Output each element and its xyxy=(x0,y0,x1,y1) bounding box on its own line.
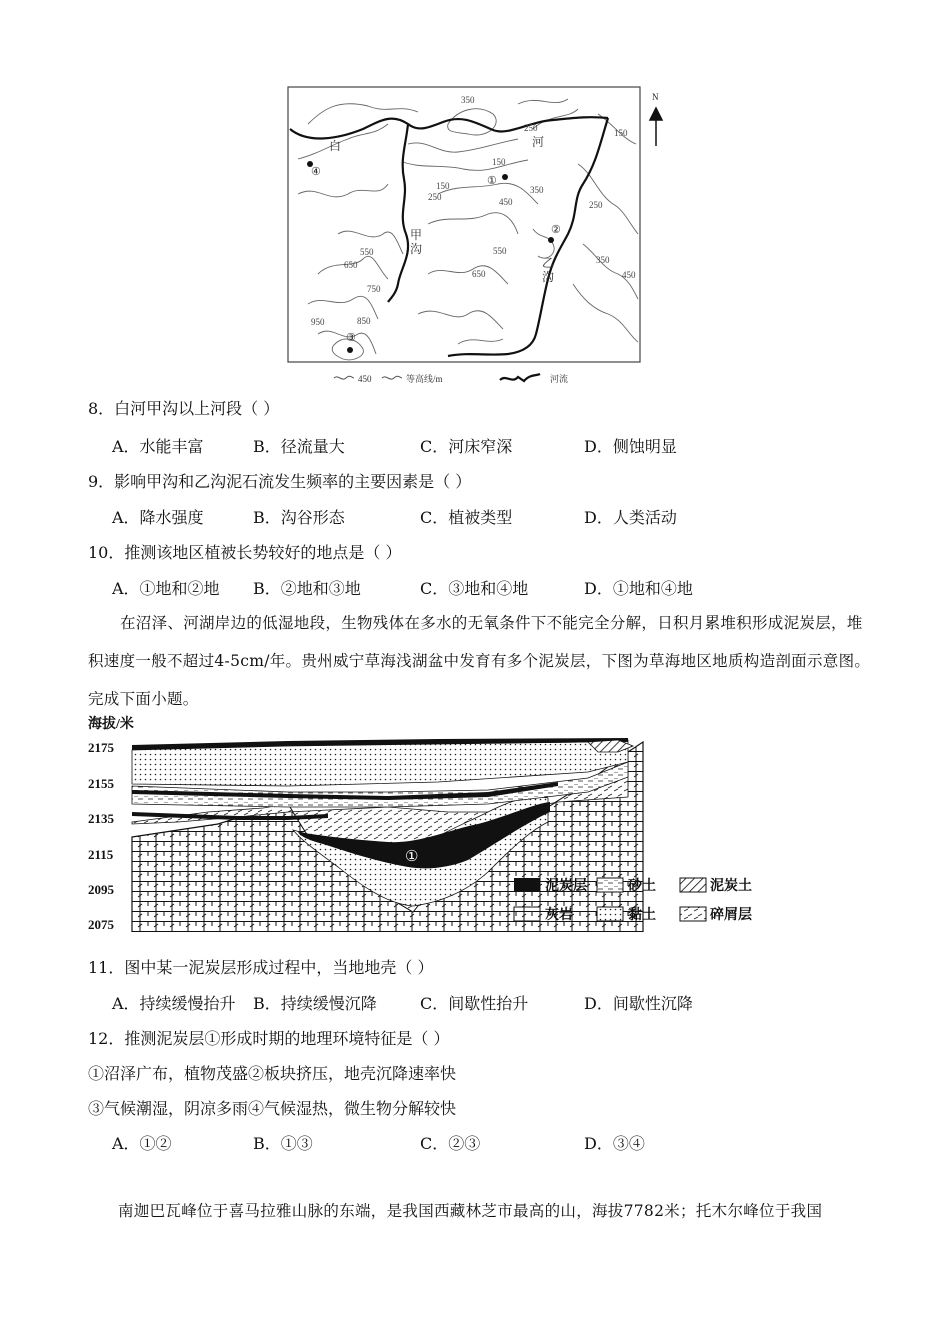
q8-option-a[interactable]: A．水能丰富 xyxy=(112,437,204,456)
geologic-profile xyxy=(88,712,778,932)
y-tick: 2075 xyxy=(88,917,114,932)
legend-sand: 砂土 xyxy=(628,879,656,894)
legend-peat: 泥炭层 xyxy=(545,879,587,894)
q11-option-a[interactable]: A．持续缓慢抬升 xyxy=(112,994,236,1013)
contour-label: 550 xyxy=(360,247,374,257)
point-label: ③ xyxy=(346,332,356,344)
point-label: ④ xyxy=(311,166,321,178)
peat-marker: ① xyxy=(405,849,419,865)
contour-label: 750 xyxy=(367,284,381,294)
q8-option-d[interactable]: D．侧蚀明显 xyxy=(584,437,677,456)
white-river xyxy=(290,117,608,138)
y-tick: 2095 xyxy=(88,882,114,897)
legend-limestone: 灰岩 xyxy=(545,908,573,923)
legend-debris: 碎屑层 xyxy=(710,908,752,923)
svg-text:等高线/m: 等高线/m xyxy=(406,374,443,384)
point-3-marker xyxy=(347,347,353,353)
point-label: ① xyxy=(487,175,497,187)
point-label: ② xyxy=(551,224,561,236)
map-frame xyxy=(288,87,640,362)
contour-label: 250 xyxy=(589,200,603,210)
y-axis-label: 海拔/米 xyxy=(88,717,134,732)
contour-label: 350 xyxy=(596,255,610,265)
point-1-marker xyxy=(502,174,508,180)
q12-statement-2: ③气候潮湿，阴凉多雨④气候湿热，微生物分解较快 xyxy=(88,1099,457,1118)
river-label: 乙 xyxy=(542,256,555,270)
q8-option-c[interactable]: C．河床窄深 xyxy=(420,437,513,456)
contour-label: 950 xyxy=(311,317,325,327)
intro-paragraph: 在沼泽、河湖岸边的低湿地段，生物残体在多水的无氧条件下不能完全分解，日积月累堆积形成泥炭层，堆积速度一般不超过4-5cm/年。贵州威宁草海浅湖盆中发育有多个泥炭层，下图为草海地区地质构造剖面示意图。完成下面小题。 xyxy=(88,614,871,708)
q12-option-c[interactable]: C．②③ xyxy=(420,1134,481,1153)
q10-option-c[interactable]: C．③地和④地 xyxy=(420,579,529,598)
q9-stem: 9．影响甲沟和乙沟泥石流发生频率的主要因素是（ ） xyxy=(88,472,472,491)
topographic-map xyxy=(278,84,682,390)
point-2-marker xyxy=(548,237,554,243)
river-label: 沟 xyxy=(542,270,555,284)
q12-statement-1: ①沼泽广布，植物茂盛②板块挤压，地壳沉降速率快 xyxy=(88,1064,457,1083)
svg-text:河流: 河流 xyxy=(550,374,569,384)
contour-label: 150 xyxy=(492,157,506,167)
river-label: 沟 xyxy=(410,242,423,256)
q11-stem: 11．图中某一泥炭层形成过程中，当地地壳（ ） xyxy=(88,958,434,977)
contour-label: 650 xyxy=(344,260,358,270)
contour-label: 250 xyxy=(524,123,538,133)
q9-option-b[interactable]: B．沟谷形态 xyxy=(253,508,345,527)
q12-option-b[interactable]: B．①③ xyxy=(253,1134,313,1153)
q12-option-a[interactable]: A．①② xyxy=(112,1134,172,1153)
river-label: 白 xyxy=(329,139,342,153)
q9-option-d[interactable]: D．人类活动 xyxy=(584,508,677,527)
yi-gully xyxy=(448,118,608,356)
contour-label: 150 xyxy=(436,181,450,191)
q11-option-c[interactable]: C．间歇性抬升 xyxy=(420,994,529,1013)
north-arrow-icon xyxy=(650,108,662,146)
contour-label: 250 xyxy=(428,192,442,202)
contour-label: 150 xyxy=(614,128,628,138)
north-label: N xyxy=(652,92,659,102)
legend-contour-icon xyxy=(334,376,354,379)
y-tick: 2175 xyxy=(88,740,114,755)
svg-text:450: 450 xyxy=(358,374,372,384)
contour-label: 450 xyxy=(499,197,513,207)
q8-stem: 8．白河甲沟以上河段（ ） xyxy=(88,399,280,418)
tail-paragraph: 南迦巴瓦峰位于喜马拉雅山脉的东端，是我国西藏林芝市最高的山，海拔7782米；托木尔峰位于我国 xyxy=(118,1202,823,1220)
contour-label: 450 xyxy=(622,270,636,280)
contour-label: 350 xyxy=(530,185,544,195)
q9-option-c[interactable]: C．植被类型 xyxy=(420,508,513,527)
q11-option-b[interactable]: B．持续缓慢沉降 xyxy=(253,994,377,1013)
contour-label: 350 xyxy=(461,95,475,105)
y-tick: 2155 xyxy=(88,776,114,791)
q10-option-b[interactable]: B．②地和③地 xyxy=(253,579,361,598)
contour-label: 550 xyxy=(493,246,507,256)
q12-option-d[interactable]: D．③④ xyxy=(584,1134,645,1153)
q12-stem: 12．推测泥炭层①形成时期的地理环境特征是（ ） xyxy=(88,1029,450,1048)
legend-peat-soil: 泥炭土 xyxy=(710,879,752,894)
q8-option-b[interactable]: B．径流量大 xyxy=(253,437,345,456)
y-tick: 2115 xyxy=(88,847,114,862)
q10-stem: 10．推测该地区植被长势较好的地点是（ ） xyxy=(88,543,402,562)
river-label: 甲 xyxy=(410,228,423,242)
y-tick: 2135 xyxy=(88,811,114,826)
legend-clay: 黏土 xyxy=(628,908,656,923)
contour-label: 650 xyxy=(472,269,486,279)
q10-option-a[interactable]: A．①地和②地 xyxy=(112,579,220,598)
legend-river-icon xyxy=(500,374,540,381)
q11-option-d[interactable]: D．间歇性沉降 xyxy=(584,994,693,1013)
jia-gully xyxy=(388,124,408,302)
q10-option-d[interactable]: D．①地和④地 xyxy=(584,579,693,598)
river-label: 河 xyxy=(532,135,545,149)
contour-label: 850 xyxy=(357,316,371,326)
q9-option-a[interactable]: A．降水强度 xyxy=(112,508,204,527)
